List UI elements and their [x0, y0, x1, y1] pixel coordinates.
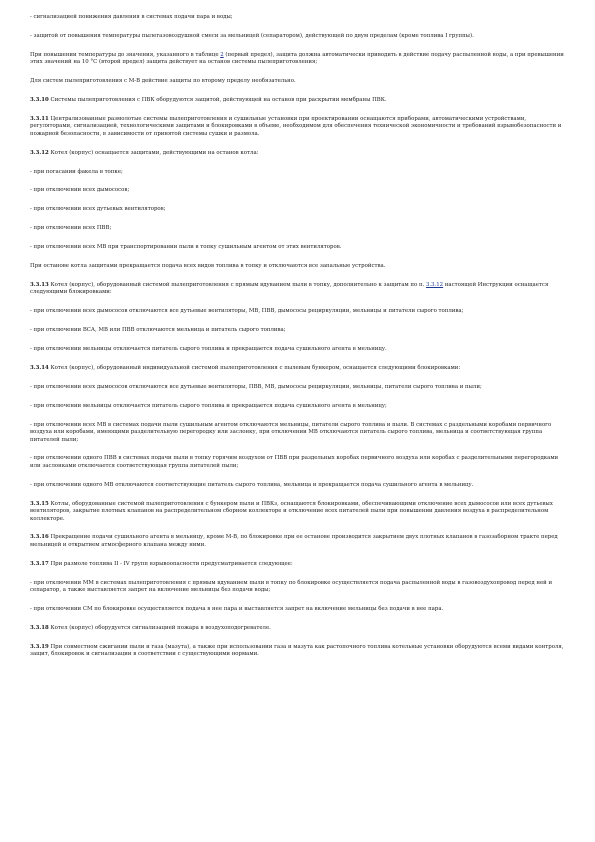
- clause-number: 3.3.18: [30, 624, 49, 631]
- paragraph: [30, 422, 566, 444]
- paragraph-text: Прекращение подачи сушильного агента в мельницу, кроме М-В, по блокировке при ее останове производится закрытием двух плотных клапанов в газозаборном тракте перед мельницей и открытием атмосферного клапана между ними.: [30, 534, 558, 548]
- paragraph: [30, 308, 566, 315]
- paragraph: [30, 97, 566, 104]
- paragraph-text: - при отключении СМ по блокировке осуществляется подача в нее пара и выставляется запрет на включение мельницы без подачи в нее пара.: [30, 605, 444, 612]
- clause-number: 3.3.14: [30, 365, 49, 372]
- paragraph-text: - при отключении всех дымососов отключаются все дутьевые вентиляторы, МВ, ПВВ, дымососы рециркуляции, мельницы и питатели сырого топлива;: [30, 308, 464, 315]
- paragraph: [30, 14, 566, 21]
- paragraph: [30, 225, 566, 232]
- paragraph: [30, 384, 566, 391]
- paragraph-text: При останове котла защитами прекращается подача всех видов топлива в топку и отключаются все запальные устройства.: [30, 263, 386, 270]
- paragraph-text: - защитой от повышения температуры пылегазовоздушной смеси за мельницей (сепаратором), действующей по двум пределам (кроме топлива I группы).: [30, 32, 474, 39]
- paragraph-text: - при отключении мельницы отключается питатель сырого топлива и прекращается подача сушильного агента в мельницу.: [30, 346, 387, 353]
- cross-reference-link[interactable]: 2: [220, 51, 224, 58]
- paragraph: [30, 644, 566, 659]
- paragraph-text: При повышении температуры до значения, указанного в таблице: [30, 51, 221, 58]
- paragraph-text: - при отключении всех дымососов отключаются все дутьевые вентиляторы, ПВВ, МВ, дымососы рециркуляции, мельницы, питатели сырого топлива и пыли;: [30, 383, 482, 390]
- paragraph-text: настоящей Инструкции оснащается следующими блокировками:: [30, 282, 549, 296]
- paragraph-text: - при отключении всех МВ при транспортировании пыли в топку сушильным агентом от этих вентиляторов.: [30, 244, 342, 251]
- paragraph-text: При совместном сжигании пыли и газа (мазута), а также при использовании газа и мазута как растопочного топлива котельные установки оборудуются всеми видами контроля, защит, блокировок и сигнализации в соответствии с существующими нормами.: [30, 643, 564, 658]
- paragraph: [30, 346, 566, 353]
- paragraph: [30, 403, 566, 410]
- paragraph-text: - при отключении всех ПВВ;: [30, 225, 112, 232]
- paragraph: [30, 580, 566, 595]
- paragraph-text: Для систем пылеприготовления с М-В действие защиты по второму пределу необязательно.: [30, 78, 296, 85]
- clause-number: 3.3.19: [30, 643, 49, 650]
- paragraph: [30, 169, 566, 176]
- paragraph-text: Котел (корпус), оборудованный системой пылеприготовления с прямым вдуванием пыли в топку, дополнительно к защитам по п.: [48, 282, 426, 288]
- paragraph: [30, 52, 566, 67]
- paragraph: [30, 263, 566, 270]
- paragraph: [30, 116, 566, 138]
- paragraph: [30, 534, 566, 549]
- clause-number: 3.3.10: [30, 97, 49, 104]
- paragraph: [30, 206, 566, 213]
- paragraph-text: Котлы, оборудованные системой пылеприготовления с бункером пыли и ПВКз, оснащаются блокировками, обеспечивающими отключение всех дымососов или всех дутьевых вентиляторов, закрытие плотных клапанов на распределительном сборном коллекторе и отключение всех питателей пыли при повышении давления воздуха в распределительном коллекторе.: [30, 500, 553, 522]
- paragraph-text: - при отключении одного МВ отключаются соответствующие питатель сырого топлива, мельница и прекращается подача сушильного агента в мельницу.: [30, 481, 474, 488]
- clause-number: 3.3.13: [30, 282, 49, 288]
- paragraph: [30, 244, 566, 251]
- paragraph-text: - при отключении всех дутьевых вентиляторов;: [30, 206, 166, 213]
- paragraph: [30, 327, 566, 334]
- paragraph: [30, 187, 566, 194]
- paragraph: [30, 501, 566, 523]
- paragraph: [30, 150, 566, 157]
- paragraph-text: При размоле топлива II - IV групп взрывоопасности предусматривается следующее:: [48, 560, 293, 567]
- paragraph-text: Котел (корпус) оснащается защитами, действующими на останов котла:: [48, 149, 259, 156]
- clause-number: 3.3.11: [30, 115, 49, 122]
- paragraph: [30, 482, 566, 489]
- paragraph-text: - при отключении ВСА, МВ или ПВВ отключаются мельница и питатель сырого топлива;: [30, 327, 286, 334]
- paragraph-text: - при отключении одного ПВВ в системах подачи пыли в топку горячим воздухом от ПВВ при раздельных коробах первичного воздуха или коробах с разделительными перегородками или заслонками отключается соответствующая группа питателей пыли;: [30, 455, 559, 469]
- clause-number: 3.3.12: [30, 149, 49, 156]
- paragraph-text: - при погасании факела в топке;: [30, 168, 123, 175]
- paragraph: [30, 33, 566, 40]
- clause-number: 3.3.16: [30, 534, 49, 541]
- paragraph-text: Системы пылеприготовления с ПВК оборудуются защитой, действующей на останов при раскрытии мембраны ПВК.: [48, 97, 387, 104]
- paragraph-text: - при отключении всех дымососов;: [30, 187, 130, 194]
- paragraph-text: (первый предел), защита должна автоматически приводить в действие подачу распыленной воды, а при превышении этих значений на 10 °С (второй предел) защита действует на останов системы пылеприготовления;: [30, 51, 564, 66]
- paragraph: [30, 625, 566, 632]
- paragraph: [30, 365, 566, 372]
- paragraph-text: Централизованные размолотые системы пылеприготовления и сушильные установки при проектировании оснащаются приборами, автоматическими устройствами, регуляторами, сигнализацией, технологическими защитами и блокировками в объеме, необходимом для обеспечения технической экономичности и требований взрывобезопасности и пожарной безопасности, в зависимости от принятой системы сушки и размола.: [30, 115, 562, 137]
- clause-number: 3.3.15: [30, 500, 49, 507]
- document-body: [30, 14, 566, 670]
- paragraph: [30, 455, 566, 470]
- paragraph: [30, 606, 566, 613]
- paragraph-text: Котел (корпус) оборудуется сигнализацией пожара в воздухоподогревателе.: [48, 624, 271, 631]
- paragraph: [30, 282, 566, 297]
- paragraph: [30, 561, 566, 568]
- paragraph-text: - при отключении мельницы отключается питатель сырого топлива и прекращается подача сушильного агента в мельницу;: [30, 402, 387, 409]
- paragraph: [30, 78, 566, 85]
- paragraph-text: - сигнализацией понижения давления в системах подачи пара и воды;: [30, 14, 233, 20]
- paragraph-text: - при отключении ММ в системах пылеприготовления с прямым вдуванием пыли в топку по блокировке осуществляется подача распыленной воды в газовоздухопровод перед ней и сепаратор, а также выставляется запрет на включение мельницы без подачи воды;: [30, 579, 553, 594]
- clause-number: 3.3.17: [30, 560, 49, 567]
- cross-reference-link[interactable]: 3.3.12: [425, 282, 444, 288]
- paragraph-text: Котел (корпус), оборудованный индивидуальной системой пылеприготовления с пылевым бункером, оснащается следующими блокировками:: [48, 365, 461, 372]
- paragraph-text: - при отключении всех МВ в системах подачи пыли сушильным агентом отключаются мельницы, питатели сырого топлива и пыли. В системах с раздельными коробами первичного воздуха или коробами, имеющими разделительную перегородку или заслонку, при отключении МВ отключаются питатель сырого топлива, мельница и соответствующая группа питателей пыли;: [30, 421, 552, 443]
